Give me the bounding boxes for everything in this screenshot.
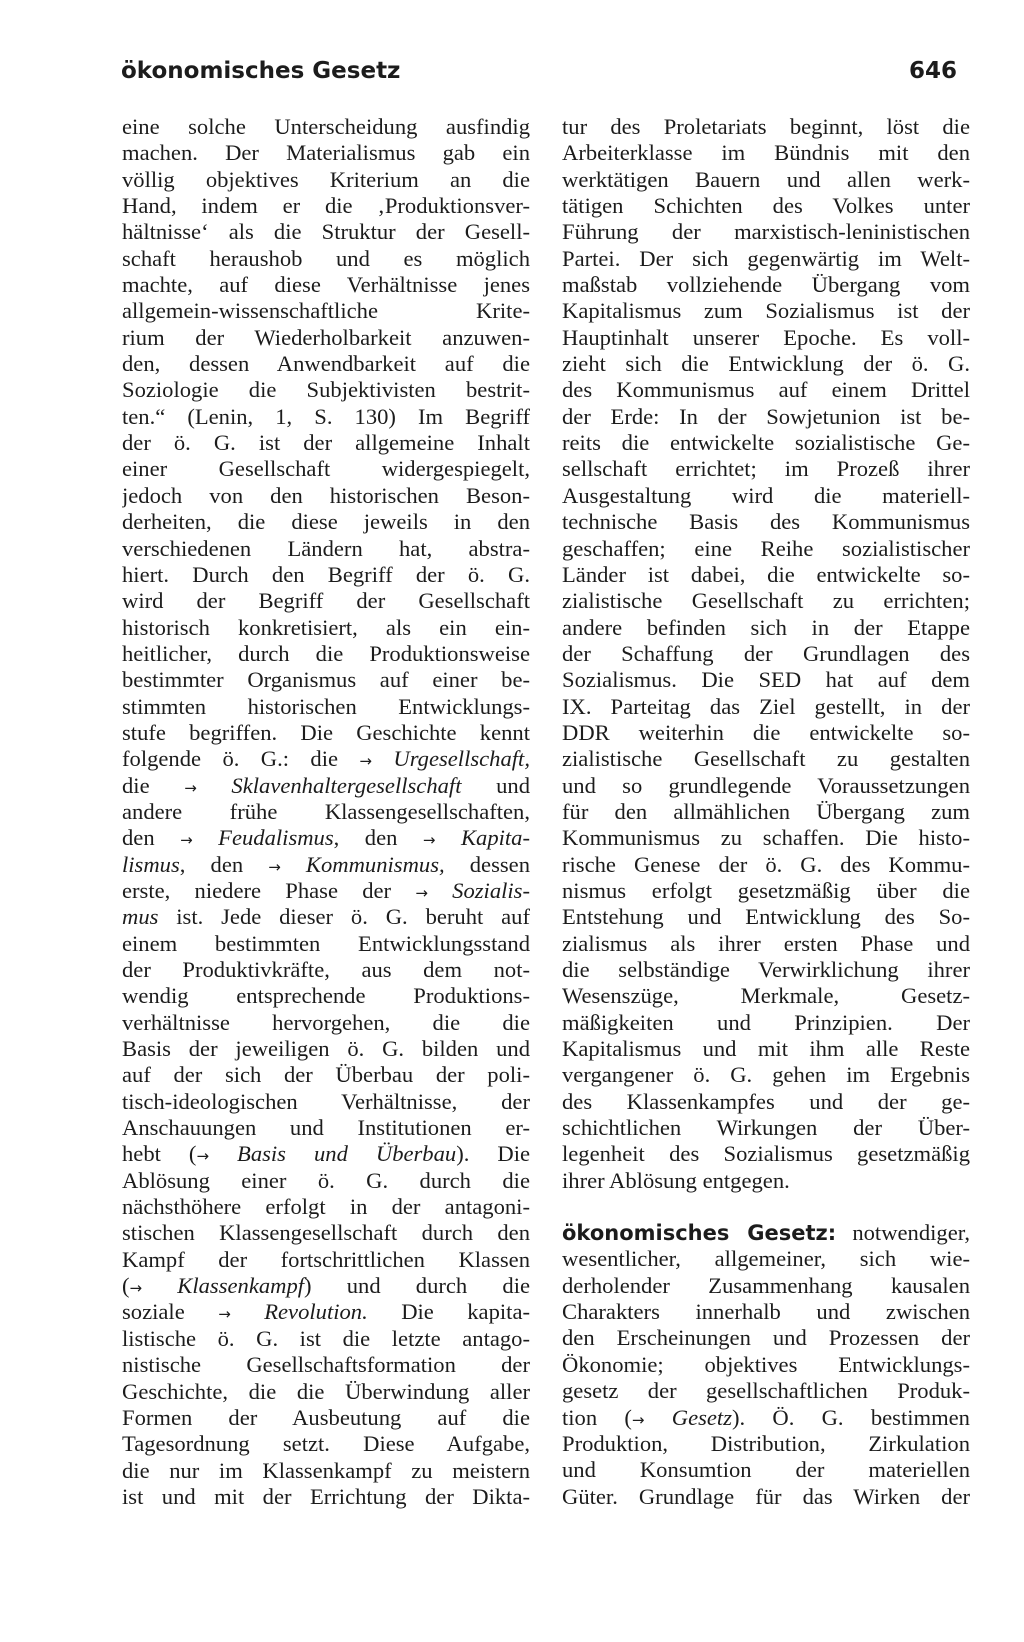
text-segment: wendig entsprechende Produktions- xyxy=(122,983,530,1009)
text-segment: legenheit des Sozialismus gesetzmäßig xyxy=(562,1141,970,1167)
text-segment: andere befinden sich in der Etappe xyxy=(562,614,970,640)
text-line xyxy=(122,351,530,377)
text-segment: zialistische Gesellschaft zu errichten; xyxy=(562,588,970,614)
text-line xyxy=(562,298,970,324)
text-line xyxy=(122,193,530,219)
cross-reference-term: Feudalismus xyxy=(192,825,334,851)
text-line xyxy=(122,562,530,588)
text-segment: Ökonomie; objektives Entwicklungs- xyxy=(562,1351,970,1377)
text-segment: Hauptinhalt unserer Epoche. Es voll- xyxy=(562,324,970,350)
text-segment: Geschichte, die die Überwindung aller xyxy=(122,1378,530,1404)
cross-reference-term: Basis und Überbau xyxy=(209,1141,457,1167)
text-line xyxy=(562,983,970,1009)
text-segment: einem bestimmten Entwicklungsstand xyxy=(122,930,530,956)
text-segment: machte, auf diese Verhältnisse jenes xyxy=(122,272,530,298)
text-segment: tisch-ideologischen Verhältnisse, der xyxy=(122,1088,530,1114)
text-segment: maßstab vollziehende Übergang vom xyxy=(562,272,970,298)
text-segment: zieht sich die Entwicklung der ö. G. xyxy=(562,351,970,377)
text-line xyxy=(122,219,530,245)
text-line xyxy=(122,694,530,720)
text-segment: jedoch von den historischen Beson- xyxy=(122,482,530,508)
text-line xyxy=(562,193,970,219)
text-segment: erste, niedere Phase der xyxy=(122,877,416,903)
text-segment: eine solche Unterscheidung ausfindig xyxy=(122,114,530,139)
text-line xyxy=(562,456,970,482)
text-segment: völlig objektives Kriterium an die xyxy=(122,166,530,192)
left-text-column xyxy=(122,114,530,1510)
text-line xyxy=(122,983,530,1009)
text-segment: die xyxy=(122,772,185,798)
text-line xyxy=(562,667,970,693)
text-line xyxy=(122,1458,530,1484)
text-line xyxy=(122,588,530,614)
text-line xyxy=(122,1431,530,1457)
cross-reference-term: Kapita- xyxy=(435,825,530,851)
text-line xyxy=(562,351,970,377)
text-segment: stufe begriffen. Die Geschichte kennt xyxy=(122,719,530,745)
text-segment: ( xyxy=(122,1273,130,1299)
text-segment: ten.“ (Lenin, 1, S. 130) Im Begriff xyxy=(122,403,530,429)
text-line xyxy=(562,509,970,535)
text-segment: Die kapita- xyxy=(367,1299,530,1325)
text-segment: hältnisse‘ als die Struktur der Gesell- xyxy=(122,219,530,245)
text-segment: und so grundlegende Voraussetzungen xyxy=(562,772,970,798)
text-line xyxy=(122,1089,530,1115)
text-segment: Tagesordnung setzt. Diese Aufgabe, xyxy=(122,1431,530,1457)
cross-reference-arrow-icon: → xyxy=(359,752,372,771)
text-segment: ). Die xyxy=(456,1141,530,1167)
cross-reference-term: Sklavenhaltergesellschaft xyxy=(196,772,462,798)
text-line xyxy=(562,852,970,878)
text-segment: Güter. Grundlage für das Wirken der xyxy=(562,1483,970,1509)
cross-reference-arrow-icon: → xyxy=(184,778,197,797)
running-header xyxy=(121,58,957,94)
text-line xyxy=(562,167,970,193)
text-line xyxy=(122,852,530,878)
text-line xyxy=(122,483,530,509)
text-line xyxy=(122,799,530,825)
text-line xyxy=(562,1299,970,1325)
text-segment: wird der Begriff der Gesellschaft xyxy=(122,588,530,614)
text-segment: notwendiger, xyxy=(836,1220,970,1246)
text-line xyxy=(122,773,530,799)
text-segment: ist und mit der Errichtung der Dikta- xyxy=(122,1483,530,1509)
entry-headword: ökonomisches Gesetz: xyxy=(562,1221,837,1246)
text-line xyxy=(122,825,530,851)
text-line xyxy=(122,272,530,298)
text-segment: werktätigen Bauern und allen werk- xyxy=(562,166,970,192)
text-segment: verschiedenen Ländern hat, abstra- xyxy=(122,535,530,561)
text-segment: IX. Parteitag das Ziel gestellt, in der xyxy=(562,693,970,719)
text-segment: dessen xyxy=(444,851,530,877)
text-line xyxy=(122,536,530,562)
text-segment: einer Gesellschaft widergespiegelt, xyxy=(122,456,530,482)
text-segment: tion ( xyxy=(562,1404,632,1430)
cross-reference-term: Gesetz xyxy=(644,1404,732,1430)
text-segment: hebt ( xyxy=(122,1141,197,1167)
text-segment: des Kommunismus auf einem Drittel xyxy=(562,377,970,403)
text-line xyxy=(122,931,530,957)
text-segment: listische ö. G. ist die letzte antago- xyxy=(122,1325,530,1351)
text-segment: den, dessen Anwendbarkeit auf die xyxy=(122,351,530,377)
text-segment: nismus erfolgt gesetzmäßig über die xyxy=(562,877,970,903)
text-segment: Formen der Ausbeutung auf die xyxy=(122,1404,530,1430)
text-segment: mäßigkeiten und Prinzipien. Der xyxy=(562,1009,970,1035)
text-line xyxy=(122,325,530,351)
text-line xyxy=(122,509,530,535)
text-segment: historisch konkretisiert, als ein ein- xyxy=(122,614,530,640)
text-line xyxy=(122,1379,530,1405)
cross-reference-arrow-icon: → xyxy=(129,1279,143,1298)
text-segment: wesentlicher, allgemeiner, sich wie- xyxy=(562,1246,970,1272)
text-segment: Kampf der fortschrittlichen Klassen xyxy=(122,1246,530,1272)
text-line xyxy=(562,140,970,166)
text-line xyxy=(122,456,530,482)
text-line xyxy=(122,1194,530,1220)
text-line xyxy=(562,1484,970,1510)
text-line xyxy=(562,1273,970,1299)
text-segment: Hand, indem er die ‚Produktionsver- xyxy=(122,193,530,219)
text-segment: hiert. Durch den Begriff der ö. G. xyxy=(122,561,530,587)
text-line xyxy=(122,1352,530,1378)
text-segment: , den xyxy=(333,825,423,851)
text-line xyxy=(122,167,530,193)
cross-reference-arrow-icon: → xyxy=(415,883,428,902)
text-segment: zialismus als ihrer ersten Phase und xyxy=(562,930,970,956)
cross-reference-term: Kommunismus, xyxy=(280,851,445,877)
cross-reference-term: Revolution. xyxy=(230,1299,368,1325)
text-line xyxy=(562,1246,970,1272)
text-line xyxy=(122,878,530,904)
text-segment: geschaffen; eine Reihe sozialistischer xyxy=(562,535,970,561)
text-segment: reits die entwickelte sozialistische Ge- xyxy=(562,430,970,456)
text-line xyxy=(562,588,970,614)
text-segment: Kapitalismus zum Sozialismus ist der xyxy=(562,298,970,324)
text-segment: der Produktivkräfte, aus dem not- xyxy=(122,957,530,982)
text-segment: Arbeiterklasse im Bündnis mit den xyxy=(562,140,970,166)
text-line xyxy=(122,1168,530,1194)
text-line xyxy=(122,246,530,272)
text-segment: tätigen Schichten des Volkes unter xyxy=(562,193,970,219)
text-segment: der ö. G. ist der allgemeine Inhalt xyxy=(122,430,530,456)
text-line xyxy=(122,746,530,772)
text-segment: und xyxy=(461,772,530,798)
text-line xyxy=(122,1010,530,1036)
text-segment: der Schaffung der Grundlagen des xyxy=(562,640,970,666)
text-segment: ) und durch die xyxy=(304,1273,530,1299)
text-line xyxy=(122,904,530,930)
text-line xyxy=(562,641,970,667)
text-segment: derheiten, die diese jeweils in den xyxy=(122,509,530,535)
text-segment: vergangener ö. G. gehen im Ergebnis xyxy=(562,1062,970,1088)
text-line xyxy=(562,1220,970,1246)
text-line xyxy=(122,377,530,403)
text-line xyxy=(122,1036,530,1062)
cross-reference-term: lismus xyxy=(122,851,180,877)
text-line xyxy=(562,1089,970,1115)
text-line xyxy=(122,1299,530,1325)
text-segment: sellschaft errichtet; im Prozeß ihrer xyxy=(562,456,970,482)
text-segment: die selbständige Verwirklichung ihrer xyxy=(562,957,970,982)
text-segment: die nur im Klassenkampf zu meistern xyxy=(122,1457,530,1483)
text-segment: folgende ö. G.: die xyxy=(122,746,360,772)
text-segment: nächsthöhere erfolgt in der antagoni- xyxy=(122,1194,530,1220)
text-line xyxy=(562,1405,970,1431)
text-line xyxy=(562,1325,970,1351)
text-segment: gesetz der gesellschaftlichen Produk- xyxy=(562,1378,970,1404)
page-number: 646 xyxy=(908,58,957,84)
text-segment: machen. Der Materialismus gab ein xyxy=(122,140,530,166)
text-line xyxy=(122,615,530,641)
text-segment: , den xyxy=(179,851,269,877)
text-line xyxy=(562,825,970,851)
text-segment: des Klassenkampfes und der ge- xyxy=(562,1088,970,1114)
text-segment: Sozialismus. Die SED hat auf dem xyxy=(562,667,970,693)
text-line xyxy=(122,1141,530,1167)
text-segment: stimmten historischen Entwicklungs- xyxy=(122,693,530,719)
text-line xyxy=(562,878,970,904)
text-line xyxy=(562,404,970,430)
text-line xyxy=(562,219,970,245)
text-segment: Entstehung und Entwicklung des So- xyxy=(562,904,970,930)
text-line xyxy=(122,720,530,746)
text-line xyxy=(122,140,530,166)
paragraph-gap xyxy=(562,1194,970,1220)
text-segment: ). Ö. G. bestimmen xyxy=(731,1404,970,1430)
text-line xyxy=(562,483,970,509)
text-segment: DDR weiterhin die entwickelte so- xyxy=(562,719,970,745)
text-segment: Partei. Der sich gegenwärtig im Welt- xyxy=(562,245,970,271)
text-segment: rische Genese der ö. G. des Kommu- xyxy=(562,851,970,877)
text-line xyxy=(562,746,970,772)
text-line xyxy=(122,1273,530,1299)
text-segment: ist. Jede dieser ö. G. beruht auf xyxy=(158,904,530,930)
text-segment: derholender Zusammenhang kausalen xyxy=(562,1272,970,1298)
text-segment: Führung der marxistisch-leninistischen xyxy=(562,219,970,245)
text-line xyxy=(562,1036,970,1062)
text-segment: auf der sich der Überbau der poli- xyxy=(122,1062,530,1088)
text-line xyxy=(122,114,530,140)
text-line xyxy=(562,1010,970,1036)
text-segment: Kapitalismus und mit ihm alle Reste xyxy=(562,1036,970,1062)
text-line xyxy=(562,694,970,720)
text-segment: schaft heraushob und es möglich xyxy=(122,245,530,271)
text-segment: allgemein-wissenschaftliche Krite- xyxy=(122,298,530,324)
text-segment: den Erscheinungen und Prozessen der xyxy=(562,1325,970,1351)
text-segment: und Konsumtion der materiellen xyxy=(562,1457,970,1483)
text-line xyxy=(562,430,970,456)
text-segment: ihrer Ablösung entgegen. xyxy=(562,1167,790,1193)
text-line xyxy=(562,904,970,930)
text-line xyxy=(562,562,970,588)
cross-reference-term: Sozialis- xyxy=(427,877,530,903)
text-segment: Ablösung einer ö. G. durch die xyxy=(122,1167,530,1193)
text-line xyxy=(562,720,970,746)
cross-reference-arrow-icon: → xyxy=(268,857,281,876)
text-line xyxy=(562,1062,970,1088)
text-line xyxy=(122,957,530,983)
text-line xyxy=(562,799,970,825)
text-line xyxy=(562,325,970,351)
text-segment: soziale xyxy=(122,1299,219,1325)
text-segment: Basis der jeweiligen ö. G. bilden und xyxy=(122,1036,530,1062)
text-line xyxy=(562,1431,970,1457)
text-line xyxy=(122,1484,530,1510)
cross-reference-arrow-icon: → xyxy=(196,1147,210,1166)
text-line xyxy=(562,377,970,403)
text-segment: andere frühe Klassengesellschaften, xyxy=(122,798,530,824)
text-line xyxy=(562,615,970,641)
text-segment: tur des Proletariats beginnt, löst die xyxy=(562,114,970,139)
text-segment: bestimmter Organismus auf einer be- xyxy=(122,667,530,693)
cross-reference-arrow-icon: → xyxy=(631,1410,645,1429)
text-line xyxy=(122,430,530,456)
text-segment: Produktion, Distribution, Zirkulation xyxy=(562,1430,970,1456)
text-line xyxy=(122,1220,530,1246)
text-segment: Kommunismus zu schaffen. Die histo- xyxy=(562,825,970,851)
cross-reference-arrow-icon: → xyxy=(422,831,436,850)
text-line xyxy=(562,1457,970,1483)
text-line xyxy=(562,957,970,983)
text-line xyxy=(562,536,970,562)
cross-reference-term: Urgesellschaft, xyxy=(372,746,530,772)
text-line xyxy=(122,641,530,667)
text-line xyxy=(562,1141,970,1167)
text-line xyxy=(122,298,530,324)
text-line xyxy=(562,773,970,799)
text-segment: der Erde: In der Sowjetunion ist be- xyxy=(562,403,970,429)
text-line xyxy=(122,1326,530,1352)
text-line xyxy=(562,1168,970,1194)
text-segment: Soziologie die Subjektivisten bestrit- xyxy=(122,377,530,403)
text-segment: Ausgestaltung wird die materiell- xyxy=(562,482,970,508)
cross-reference-term: Klassenkampf xyxy=(142,1273,305,1299)
text-segment: Anschauungen und Institutionen er- xyxy=(122,1115,530,1141)
text-segment: heitlicher, durch die Produktionsweise xyxy=(122,640,530,666)
text-line xyxy=(122,404,530,430)
text-segment: den xyxy=(122,825,181,851)
text-line xyxy=(122,1062,530,1088)
text-segment: technische Basis des Kommunismus xyxy=(562,509,970,535)
text-segment: verhältnisse hervorgehen, die die xyxy=(122,1009,530,1035)
text-segment: Länder ist dabei, die entwickelte so- xyxy=(562,561,970,587)
text-line xyxy=(562,1352,970,1378)
text-segment: rium der Wiederholbarkeit anzuwen- xyxy=(122,324,530,350)
text-segment: Charakters innerhalb und zwischen xyxy=(562,1299,970,1325)
text-line xyxy=(562,272,970,298)
text-line xyxy=(122,1405,530,1431)
running-title: ökonomisches Gesetz xyxy=(121,58,401,84)
text-line xyxy=(122,1115,530,1141)
right-text-column xyxy=(562,114,970,1510)
text-segment: schichtlichen Wirkungen der Über- xyxy=(562,1115,970,1141)
cross-reference-arrow-icon: → xyxy=(218,1305,231,1324)
text-line xyxy=(562,114,970,140)
text-segment: stischen Klassengesellschaft durch den xyxy=(122,1220,530,1246)
cross-reference-term: mus xyxy=(122,904,159,930)
text-segment: Wesenszüge, Merkmale, Gesetz- xyxy=(562,983,970,1009)
text-line xyxy=(562,246,970,272)
text-line xyxy=(562,1378,970,1404)
text-segment: zialistische Gesellschaft zu gestalten xyxy=(562,746,970,772)
text-line xyxy=(562,1115,970,1141)
text-line xyxy=(122,667,530,693)
text-line xyxy=(562,931,970,957)
text-segment: nistische Gesellschaftsformation der xyxy=(122,1352,530,1378)
text-segment: für den allmählichen Übergang zum xyxy=(562,798,970,824)
text-line xyxy=(122,1247,530,1273)
cross-reference-arrow-icon: → xyxy=(180,831,193,850)
